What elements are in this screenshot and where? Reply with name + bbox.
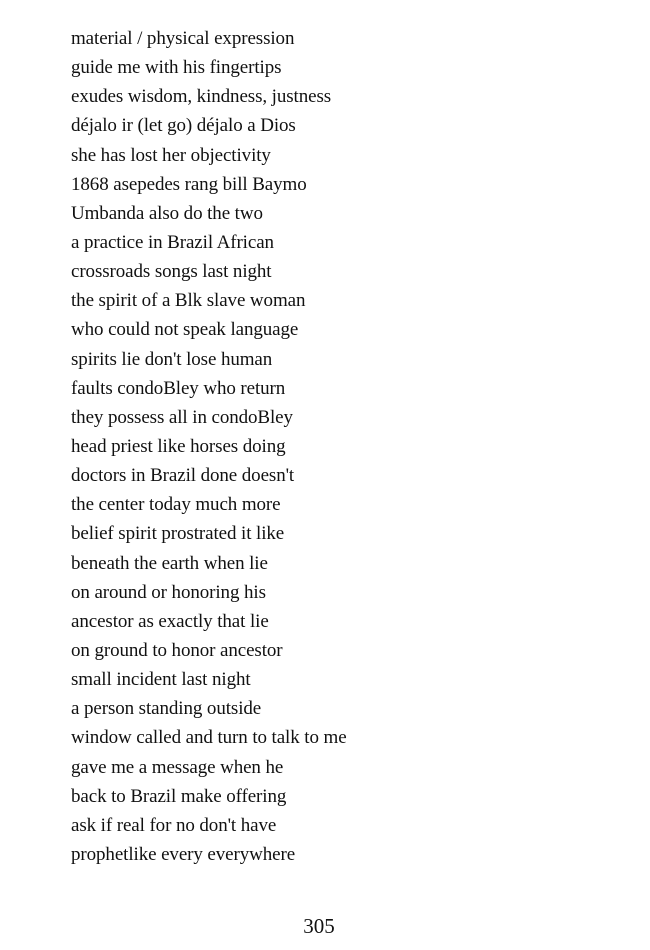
poem-line: they possess all in condoBley (71, 406, 293, 428)
poem-line: who could not speak language (71, 319, 299, 341)
page-number: 305 (303, 914, 335, 938)
poem-line: exudes wisdom, kindness, justness (71, 86, 332, 108)
poem-line: guide me with his fingertips (71, 57, 282, 79)
poem-line: doctors in Brazil done doesn't (71, 465, 295, 487)
poem-line: déjalo ir (let go) déjalo a Dios (71, 115, 296, 137)
poem-line: on around or honoring his (71, 581, 266, 603)
poem-line: prophetlike every everywhere (71, 843, 296, 865)
poem-line: a practice in Brazil African (71, 231, 274, 253)
poem-line: spirits lie don't lose human (71, 348, 273, 370)
poem-line: material / physical expression (71, 28, 295, 49)
poem-line: ask if real for no don't have (71, 814, 277, 836)
poem-line: window called and turn to talk to me (71, 727, 347, 749)
poem-line: the spirit of a Blk slave woman (71, 290, 306, 312)
poem-text (71, 24, 347, 869)
poem-line: faults condoBley who return (71, 377, 286, 399)
poem-line: 1868 asepedes rang bill Baymo (71, 173, 307, 195)
poem-line: beneath the earth when lie (71, 552, 268, 574)
poem-line: ancestor as exactly that lie (71, 610, 269, 632)
poem-line: head priest like horses doing (71, 435, 286, 457)
poem-line: back to Brazil make offering (71, 785, 287, 807)
poem-line: on ground to honor ancestor (71, 639, 283, 661)
poem-line: belief spirit prostrated it like (71, 523, 285, 545)
poem-line: gave me a message when he (71, 756, 284, 778)
poem-line: Umbanda also do the two (71, 202, 263, 224)
poem-line: she has lost her objectivity (71, 144, 271, 166)
poem-line: the center today much more (71, 494, 281, 516)
poem-line: a person standing outside (71, 698, 262, 720)
poem-line: small incident last night (71, 669, 251, 691)
poem-line: crossroads songs last night (71, 261, 272, 283)
